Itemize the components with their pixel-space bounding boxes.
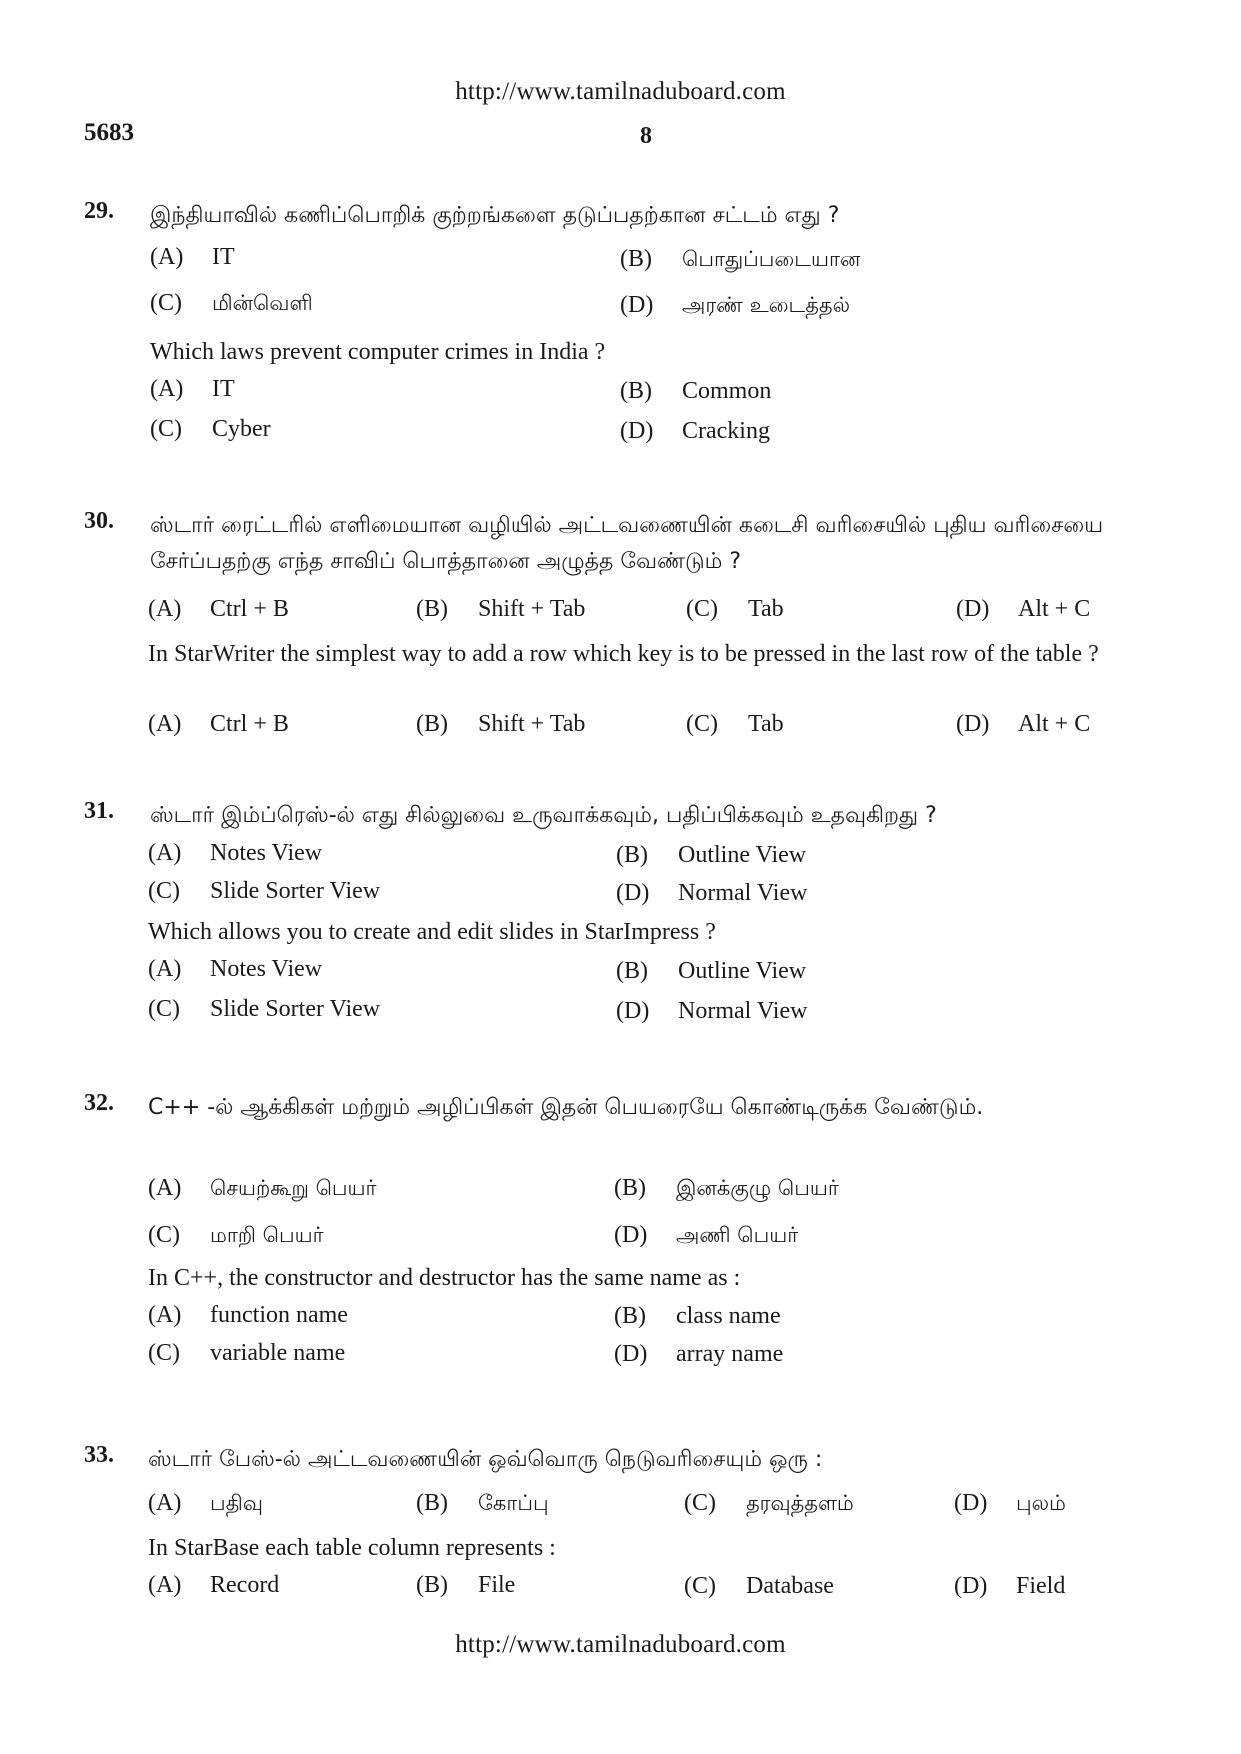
tamil-option-d [954, 1490, 1066, 1518]
option-label: (A) [148, 596, 182, 622]
english-option-b [416, 1572, 515, 1599]
option-text: Outline View [678, 842, 807, 868]
option-text: Cyber [212, 416, 271, 442]
option-text: Common [682, 378, 772, 404]
option-label: (C) [150, 290, 182, 316]
option-text: செயற்கூறு பெயர் [210, 1176, 377, 1200]
option-text: அணி பெயர் [676, 1223, 799, 1247]
option-text: Tab [748, 711, 784, 737]
english-option-d [616, 998, 807, 1025]
english-option-a [150, 376, 235, 403]
tamil-option-b [416, 1490, 549, 1518]
tamil-option-b [416, 596, 585, 623]
option-label: (C) [148, 996, 180, 1022]
english-option-d [614, 1341, 783, 1368]
option-label: (C) [686, 711, 718, 737]
option-text: Notes View [210, 956, 323, 982]
english-option-b [620, 378, 771, 405]
option-text: Alt + C [1018, 711, 1091, 737]
tamil-option-c [148, 878, 380, 905]
option-label: (C) [150, 416, 182, 442]
tamil-option-c [684, 1490, 854, 1518]
english-option-c [684, 1573, 834, 1600]
option-label: (D) [620, 292, 654, 318]
option-label: (B) [616, 842, 648, 868]
option-text: Shift + Tab [478, 711, 586, 737]
option-text: function name [210, 1302, 348, 1328]
tamil-option-a [150, 244, 235, 271]
english-option-b [416, 711, 585, 738]
option-text: மாறி பெயர் [210, 1223, 324, 1247]
option-label: (B) [620, 246, 652, 272]
option-label: (B) [620, 378, 652, 404]
question-number: 30. [84, 508, 114, 534]
option-label: (C) [148, 1222, 180, 1248]
tamil-option-d [956, 596, 1090, 623]
tamil-option-c [686, 596, 784, 623]
question-number: 31. [84, 798, 114, 824]
english-option-d [954, 1573, 1065, 1600]
english-option-d [620, 418, 770, 445]
option-text: class name [676, 1303, 781, 1329]
question-text-english: Which allows you to create and edit slides in StarImpress ? [148, 919, 716, 945]
question-text-english: In C++, the constructor and destructor has the same name as : [148, 1265, 741, 1291]
question-text-english: In StarBase each table column represents : [148, 1535, 556, 1561]
option-text: Slide Sorter View [210, 878, 381, 904]
english-option-a [148, 1302, 348, 1329]
option-text: Normal View [678, 880, 808, 906]
option-label: (A) [148, 840, 182, 866]
option-label: (B) [614, 1175, 646, 1201]
tamil-option-d [616, 880, 807, 907]
option-text: அரண் உடைத்தல் [682, 293, 851, 317]
option-label: (D) [956, 711, 990, 737]
paper-code: 5683 [84, 119, 134, 146]
english-option-c [148, 1340, 345, 1367]
english-option-d [956, 711, 1090, 738]
question-text-tamil: இந்தியாவில் கணிப்பொறிக் குற்றங்களை தடுப்பதற்கான சட்டம் எது ? [150, 203, 840, 228]
option-text: Field [1016, 1573, 1066, 1599]
option-label: (D) [616, 998, 650, 1024]
option-text: Shift + Tab [478, 596, 586, 622]
option-text: Outline View [678, 958, 807, 984]
option-text: புலம் [1016, 1491, 1066, 1515]
option-label: (D) [956, 596, 990, 622]
option-text: Notes View [210, 840, 323, 866]
option-text: Slide Sorter View [210, 996, 381, 1022]
option-label: (D) [620, 418, 654, 444]
option-label: (D) [954, 1573, 988, 1599]
page-number: 8 [640, 123, 652, 149]
question-text-english: Which laws prevent computer crimes in India ? [150, 339, 606, 365]
question-text-tamil: C++ -ல் ஆக்கிகள் மற்றும் அழிப்பிகள் இதன் பெயரையே கொண்டிருக்க வேண்டும். [148, 1095, 984, 1120]
option-label: (A) [148, 1572, 182, 1598]
footer-url: http://www.tamilnaduboard.com [455, 1631, 786, 1658]
tamil-option-d [620, 292, 850, 320]
question-text-tamil: ஸ்டார் பேஸ்-ல் அட்டவணையின் ஒவ்வொரு நெடுவரிசையும் ஒரு : [148, 1447, 823, 1472]
tamil-option-a [148, 1490, 263, 1518]
option-label: (D) [954, 1490, 988, 1516]
option-text: Database [746, 1573, 834, 1599]
option-label: (A) [148, 1302, 182, 1328]
tamil-option-a [148, 1175, 377, 1203]
question-number: 29. [84, 198, 114, 224]
option-label: (A) [150, 376, 184, 402]
question-number: 33. [84, 1442, 114, 1468]
tamil-option-b [620, 246, 860, 274]
option-label: (A) [148, 956, 182, 982]
option-text: Cracking [682, 418, 770, 444]
question-text-tamil: ஸ்டார் இம்ப்ரெஸ்-ல் எது சில்லுவை உருவாக்கவும், பதிப்பிக்கவும் உதவுகிறது ? [150, 803, 937, 828]
option-text: variable name [210, 1340, 346, 1366]
tamil-option-d [614, 1222, 798, 1250]
option-text: பதிவு [210, 1491, 263, 1515]
option-text: File [478, 1572, 516, 1598]
option-text: array name [676, 1341, 784, 1367]
option-label: (D) [616, 880, 650, 906]
option-label: (C) [148, 1340, 180, 1366]
option-text: Alt + C [1018, 596, 1091, 622]
option-label: (B) [416, 1572, 448, 1598]
tamil-option-a [148, 840, 322, 867]
tamil-option-b [616, 842, 806, 869]
option-label: (C) [684, 1573, 716, 1599]
option-text: கோப்பு [478, 1491, 549, 1515]
english-option-c [148, 996, 380, 1023]
option-text: மின்வெளி [212, 291, 313, 315]
option-text: Ctrl + B [210, 596, 289, 622]
option-label: (B) [616, 958, 648, 984]
question-text-english: In StarWriter the simplest way to add a row which key is to be pressed in the last row of the table ? [148, 641, 1099, 667]
option-text: இனக்குழு பெயர் [676, 1176, 839, 1200]
option-text: Ctrl + B [210, 711, 289, 737]
option-label: (A) [150, 244, 184, 270]
tamil-option-c [150, 290, 313, 318]
tamil-option-b [614, 1175, 839, 1203]
option-label: (B) [416, 711, 448, 737]
option-text: Normal View [678, 998, 808, 1024]
option-label: (A) [148, 1490, 182, 1516]
option-text: IT [212, 244, 235, 270]
option-text: தரவுத்தளம் [746, 1491, 854, 1515]
option-text: IT [212, 376, 235, 402]
english-option-b [614, 1303, 781, 1330]
option-label: (B) [416, 596, 448, 622]
tamil-option-c [148, 1222, 324, 1250]
option-label: (B) [416, 1490, 448, 1516]
option-text: Tab [748, 596, 784, 622]
english-option-a [148, 1572, 279, 1599]
header-url: http://www.tamilnaduboard.com [455, 78, 786, 105]
english-option-a [148, 711, 289, 738]
option-label: (A) [148, 1175, 182, 1201]
option-label: (C) [686, 596, 718, 622]
option-label: (D) [614, 1341, 648, 1367]
tamil-option-a [148, 596, 289, 623]
option-text: பொதுப்படையான [682, 247, 861, 271]
question-number: 32. [84, 1090, 114, 1116]
option-label: (C) [148, 878, 180, 904]
option-label: (B) [614, 1303, 646, 1329]
english-option-a [148, 956, 322, 983]
english-option-b [616, 958, 806, 985]
english-option-c [686, 711, 784, 738]
english-option-c [150, 416, 271, 443]
option-label: (C) [684, 1490, 716, 1516]
question-text-tamil: ஸ்டார் ரைட்டரில் எளிமையான வழியில் அட்டவணையின் கடைசி வரிசையில் புதிய வரிசையை சேர்ப்பதற்கு எந்த சாவிப் பொத்தானை அழுத்த வேண்டும் ? [150, 513, 1104, 574]
option-text: Record [210, 1572, 280, 1598]
option-label: (D) [614, 1222, 648, 1248]
option-label: (A) [148, 711, 182, 737]
